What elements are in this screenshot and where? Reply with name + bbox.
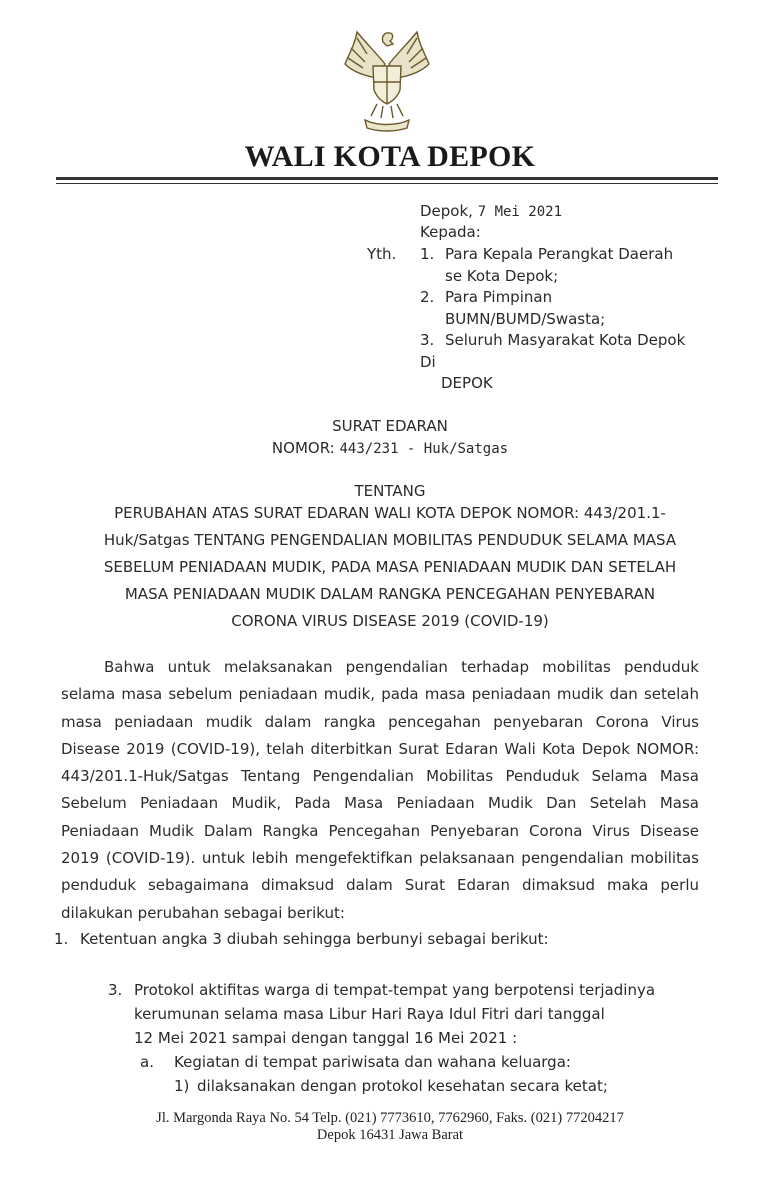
letter-place-date (420, 201, 562, 223)
header-rule-thick (56, 177, 718, 180)
footer-city: Depok 16431 Jawa Barat (316, 1127, 464, 1143)
header-title: WALI KOTA DEPOK (244, 140, 536, 173)
letter-place: Depok, (420, 202, 473, 220)
sub-item-a-num: a. (140, 1053, 154, 1071)
subject-line-4: MASA PENIADAAN MUDIK DALAM RANGKA PENCEGAHAN PENYEBARAN (124, 585, 656, 603)
garuda-emblem-icon (337, 24, 437, 132)
sub-item-a-text: Kegiatan di tempat pariwisata dan wahana keluarga: (174, 1053, 571, 1071)
tentang-label: TENTANG (354, 482, 426, 500)
nomor-value: 443/231 - Huk/Satgas (339, 441, 509, 457)
recipient-1-line1: Para Kepala Perangkat Daerah (445, 245, 674, 263)
yth-label: Yth. (367, 245, 397, 263)
destination-city: DEPOK (441, 374, 493, 392)
item-1-text: Ketentuan angka 3 diubah sehingga berbunyi sebagai berikut: (80, 930, 549, 948)
subject-line-3: SEBELUM PENIADAAN MUDIK, PADA MASA PENIADAAN MUDIK DAN SETELAH (103, 558, 677, 576)
sub-item-3-line-2: kerumunan selama masa Libur Hari Raya Idul Fitri dari tanggal (134, 1005, 605, 1023)
di-label: Di (420, 353, 436, 371)
nomor-label: NOMOR: (271, 439, 335, 457)
subject-line-2: Huk/Satgas TENTANG PENGENDALIAN MOBILITAS PENDUDUK SELAMA MASA (103, 531, 677, 549)
sub-item-3-num: 3. (108, 981, 123, 999)
body-paragraph-text: Bahwa untuk melaksanakan pengendalian terhadap mobilitas penduduk selama masa sebelum peniadaan mudik, pada masa peniadaan mudik dan setelah masa peniadaan mudik dalam rangka pencegahan penyebaran Corona Virus Disease 2019 (COVID-19), telah diterbitkan Surat Edaran Wali Kota Depok NOMOR: 443/201.1-Huk/Satgas Tentang Pengendalian Mobilitas Penduduk Selama Masa Sebelum Peniadaan Mudik, Pada Masa Peniadaan Mudik Dan Setelah Masa Peniadaan Mudik Dalam Rangka Pencegahan Penyebaran Corona Virus Disease 2019 (COVID-19). untuk lebih mengefektifkan pelaksanaan pengendalian mobilitas penduduk sebagaimana dimaksud dalam Surat Edaran dimaksud maka perlu dilakukan perubahan sebagai berikut: (61, 658, 699, 922)
recipient-2-line2: BUMN/BUMD/Swasta; (445, 310, 606, 328)
sub-item-3-line-1: Protokol aktifitas warga di tempat-tempat yang berpotensi terjadinya (134, 981, 656, 999)
recipient-2-line1: Para Pimpinan (445, 288, 553, 306)
recipient-3-num: 3. (420, 331, 435, 349)
sub-item-3-line-3: 12 Mei 2021 sampai dengan tanggal 16 Mei 2021 : (134, 1029, 518, 1047)
header-rule-thin (56, 183, 718, 184)
sub-item-1-num: 1) (174, 1077, 190, 1095)
recipient-1-num: 1. (420, 245, 435, 263)
subject-line-5: CORONA VIRUS DISEASE 2019 (COVID-19) (231, 612, 549, 630)
letter-date: 7 Mei 2021 (477, 204, 563, 220)
subject-line-1: PERUBAHAN ATAS SURAT EDARAN WALI KOTA DEPOK NOMOR: 443/201.1- (114, 504, 666, 522)
document-number (0, 438, 780, 460)
recipient-1-line2: se Kota Depok; (445, 267, 559, 285)
footer-address: Jl. Margonda Raya No. 54 Telp. (021) 7773610, 7762960, Faks. (021) 77204217 (156, 1110, 624, 1126)
recipient-2-num: 2. (420, 288, 435, 306)
recipient-3-line1: Seluruh Masyarakat Kota Depok (445, 331, 686, 349)
item-1-num: 1. (54, 930, 69, 948)
sub-item-1-text: dilaksanakan dengan protokol kesehatan secara ketat; (197, 1077, 608, 1095)
body-paragraph (61, 654, 699, 927)
kepada-label: Kepada: (420, 223, 481, 241)
document-type: SURAT EDARAN (332, 417, 448, 435)
